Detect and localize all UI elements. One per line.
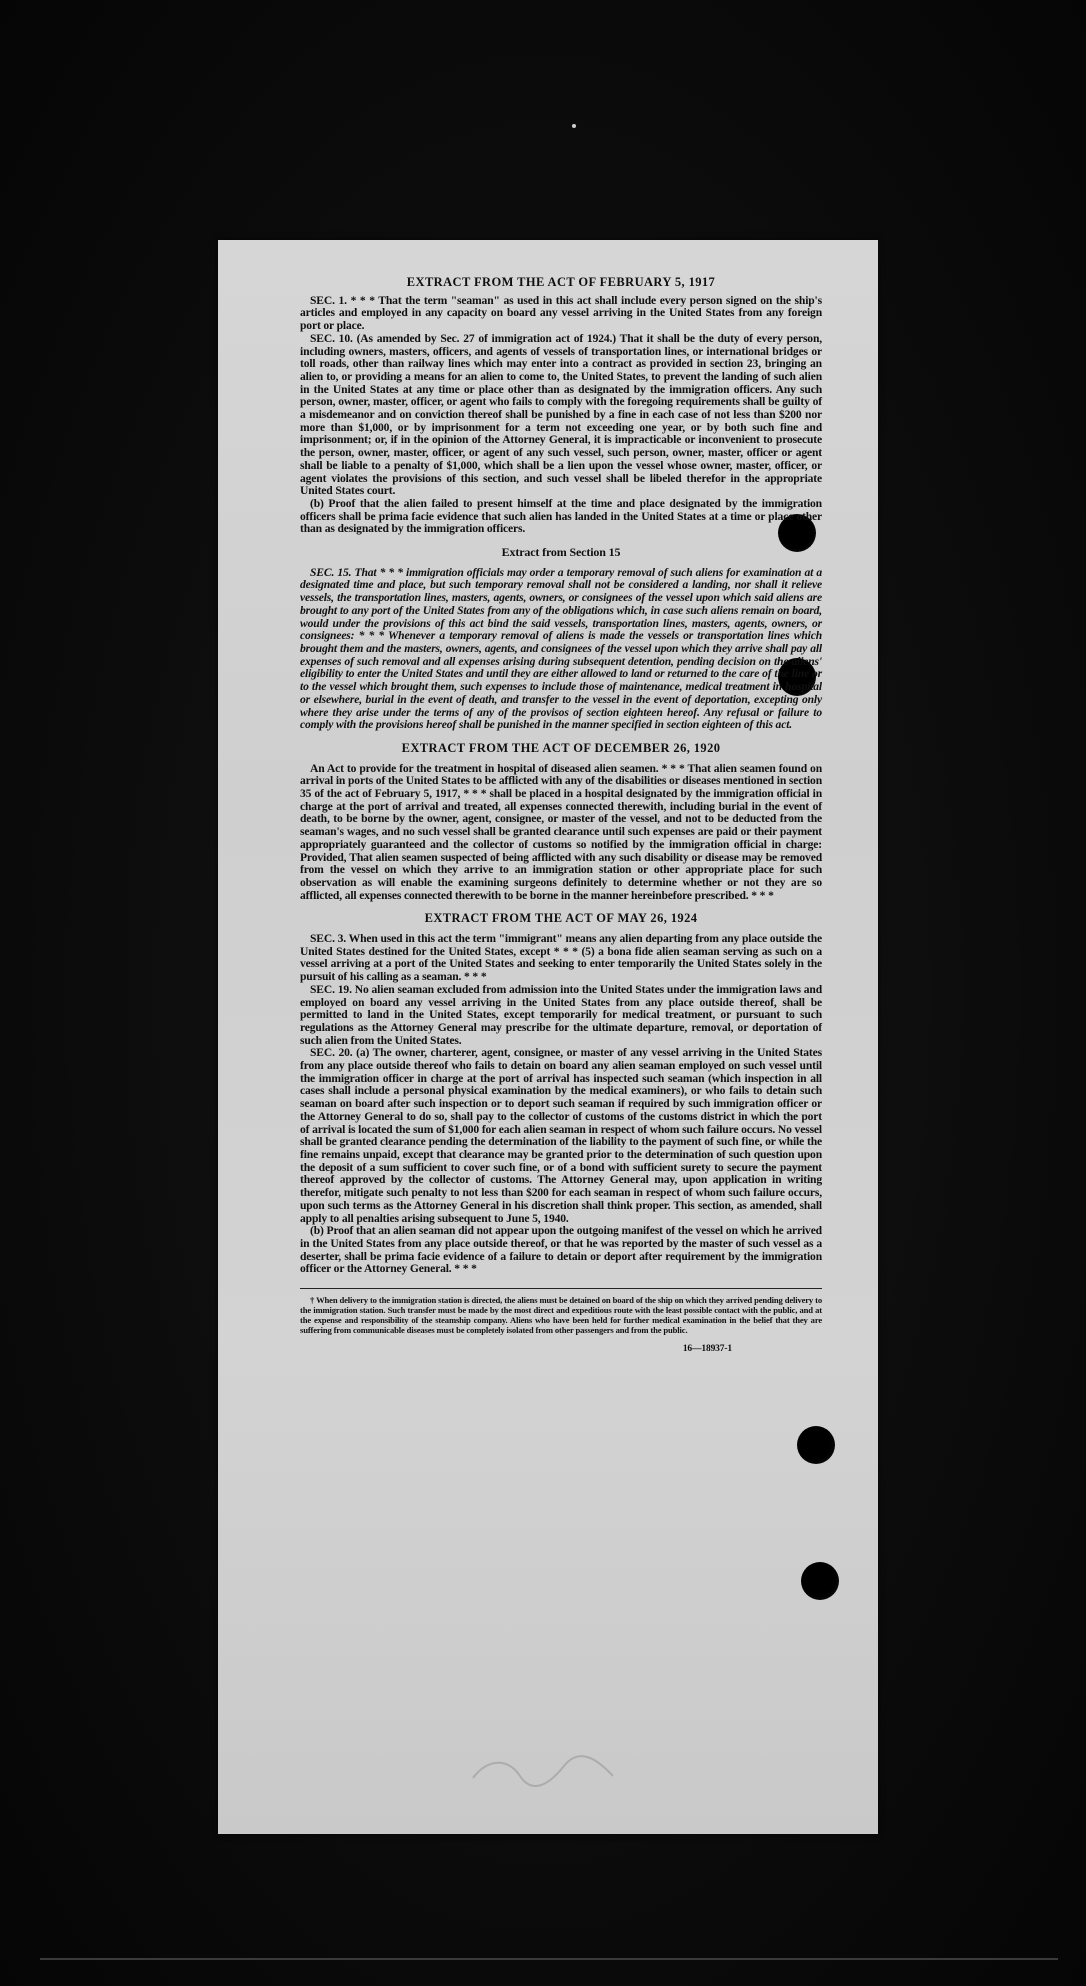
heading-act-1920: EXTRACT FROM THE ACT OF DECEMBER 26, 1920: [401, 740, 721, 755]
footnote: [300, 1288, 822, 1335]
section-3-text: SEC. 3. When used in this act the term "immigrant" means any alien departing from any place outside the United States destined for the United States, except * * * (5) a bona fide alien seaman serving as such on a vessel arriving at a port of the United States and seeking to enter temporarily the United States solely in the pursuit of his calling as a seaman. * * *: [300, 932, 822, 984]
section-19-text: SEC. 19. No alien seaman excluded from admission into the United States under the immigration laws and employed on board any vessel arriving in the United States from any place outside thereof, shall be permitted to land in the United States, except temporarily for medical treatment, or pursuant to such regulations as the Attorney General may prescribe for the ultimate departure, removal, or deportation of such alien from the United States.: [300, 982, 822, 1047]
document-page: [218, 240, 878, 1834]
film-speck: [848, 960, 852, 964]
footnote-text: † When delivery to the immigration station is directed, the aliens must be detained on board of the ship on which they arrived pending delivery to the immigration station. Such transfer must be made by the most direct and expeditious route with the least possible contact with the public, and at the expense and responsibility of the steamship company. Aliens who have been held for further medical examination in the belief that they are suffering from communicable diseases must be completely isolated from other passengers and from the public.: [300, 1295, 822, 1336]
frame-divider: [40, 1958, 1058, 1960]
heading-section-15: Extract from Section 15: [501, 545, 621, 560]
heading-act-1917: EXTRACT FROM THE ACT OF FEBRUARY 5, 1917: [406, 275, 716, 289]
section-20b-text: (b) Proof that an alien seaman did not appear upon the outgoing manifest of the vessel on which he arrived in the United States from any place outside thereof, or that he was reported by the master of such vessel as a deserter, shall be prima facie evidence of a failure to detain or deport after requirement by the immigration officer or the Attorney General. * * *: [300, 1224, 822, 1276]
film-speck: [851, 938, 855, 942]
film-speck: [572, 124, 576, 128]
punch-hole-4: [801, 1562, 839, 1600]
heading-act-1924: EXTRACT FROM THE ACT OF MAY 26, 1924: [424, 911, 698, 926]
section-15-text: SEC. 15. That * * * immigration officials may order a temporary removal of such aliens for examination at a designated time and place, but such temporary removal shall not be considered a landing, nor shall it relieve vessels, the transportation lines, masters, agents, owners, or consignees of the vessel upon which said aliens are brought to any port of the United States from any of the obligations which, in case such aliens remain on board, would under the provisions of this act bind the said vessels, transportation lines, masters, agents, owners, or consignees: * * * Whenever a temporary removal of aliens is made the vessels or transportation lines which brought them and the masters, owners, agents, and consignees of the vessel upon which they arrive shall pay all expenses of such removal and all expenses arising during subsequent detention, pending decision on the aliens' eligibility to enter the United States and until they are either allowed to land or returned to the care of the line or to the vessel which brought them, such expenses to include those of maintenance, medical treatment in hospital or elsewhere, burial in the event of death, and transfer to the vessel in the event of deportation, excepting only where they arise under the terms of any of the provisos of section eighteen hereof. Any refusal or failure to comply with the provisions hereof shall be punished in the manner specified in section eighteen of this act.: [300, 565, 822, 732]
document-text: [300, 276, 822, 1356]
faded-stamp-mark: [468, 1752, 618, 1788]
form-code: 16—18937-1: [682, 1344, 732, 1355]
section-10b-text: (b) Proof that the alien failed to present himself at the time and place designated by the immigration officers shall be prima facie evidence that such alien has landed in the United States at a time or place other than as designated by the immigration officers.: [300, 496, 822, 536]
section-10-text: SEC. 10. (As amended by Sec. 27 of immigration act of 1924.) That it shall be the duty of every person, including owners, masters, officers, and agents of vessels of transportation lines, or international bridges or toll roads, other than railway lines which may enter into a contract as provided in section 23, bringing an alien to, or providing a means for an alien to come to, the United States, to prevent the landing of such alien in the United States at any time or place other than as designated by the immigration officers. Any such person, owner, master, officer, or agent who fails to comply with the foregoing requirements shall be guilty of a misdemeanor and on conviction thereof shall be punished by a fine in each case of not less than $200 nor more than $1,000, or by imprisonment for a term not exceeding one year, or by both such fine and imprisonment; or, if in the opinion of the Attorney General, it is impracticable or inconvenient to prosecute the person, owner, master, officer, or agent of any such vessel, such person, owner, master, officer or agent shall be liable to a penalty of $1,000, which shall be a lien upon the vessel whose owner, master, officer, or agent violates the provisions of this section, and such vessel shall be libeled therefor in the appropriate United States court.: [300, 331, 822, 498]
punch-hole-3: [797, 1426, 835, 1464]
section-1-text: SEC. 1. * * * That the term "seaman" as used in this act shall include every person signed on the ship's articles and employed in any capacity on board any vessel arriving in the United States from any foreign port or place.: [300, 293, 822, 333]
act-1920-text: An Act to provide for the treatment in hospital of diseased alien seamen. * * * That alien seamen found on arrival in ports of the United States to be afflicted with any of the disabilities or diseases mentioned in section 35 of the act of February 5, 1917, * * * shall be placed in a hospital designated by the immigration official in charge at the port of arrival and treated, all expenses connected therewith, including burial in the event of death, to be borne by the owner, agent, consignee, or master of the vessel, and not to be deducted from the seaman's wages, and no such vessel shall be granted clearance until such expenses are paid or their payment appropriately guaranteed and the collector of customs so notified by the immigration official in charge: Provided, That alien seamen suspected of being afflicted with any such disability or disease may be removed from the vessel on which they arrive to an immigration station or other appropriate place for such observation as will enable the examining surgeons definitely to determine whether or not they are so afflicted, all expenses connected therewith to be borne in the manner hereinbefore prescribed. * * *: [300, 761, 822, 902]
film-speck: [847, 892, 851, 896]
section-20-text: SEC. 20. (a) The owner, charterer, agent, consignee, or master of any vessel arriving in the United States from any place outside thereof who fails to detain on board any alien seaman employed on such vessel until the immigration officer in charge at the port of arrival has inspected such seaman (which inspection in all cases shall include a personal physical examination by the medical examiners), or who fails to detain such seaman on board after such inspection or to deport such seaman if required by such immigration officer or the Attorney General to do so, shall pay to the collector of customs of the customs district in which the port of arrival is located the sum of $1,000 for each alien seaman in respect of whom such failure occurs. No vessel shall be granted clearance pending the determination of the liability to the payment of such fine, or while the fine remains unpaid, except that clearance may be granted prior to the determination of such question upon the deposit of a sum sufficient to cover such fine, or of a bond with sufficient surety to secure the payment thereof approved by the collector of customs. The Attorney General may, upon application in writing therefor, mitigate such penalty to not less than $200 for each seaman in respect of whom such failure occurs, upon such terms as the Attorney General in his discretion shall think proper. This section, as amended, shall apply to all penalties arising subsequent to June 5, 1940.: [300, 1046, 822, 1225]
